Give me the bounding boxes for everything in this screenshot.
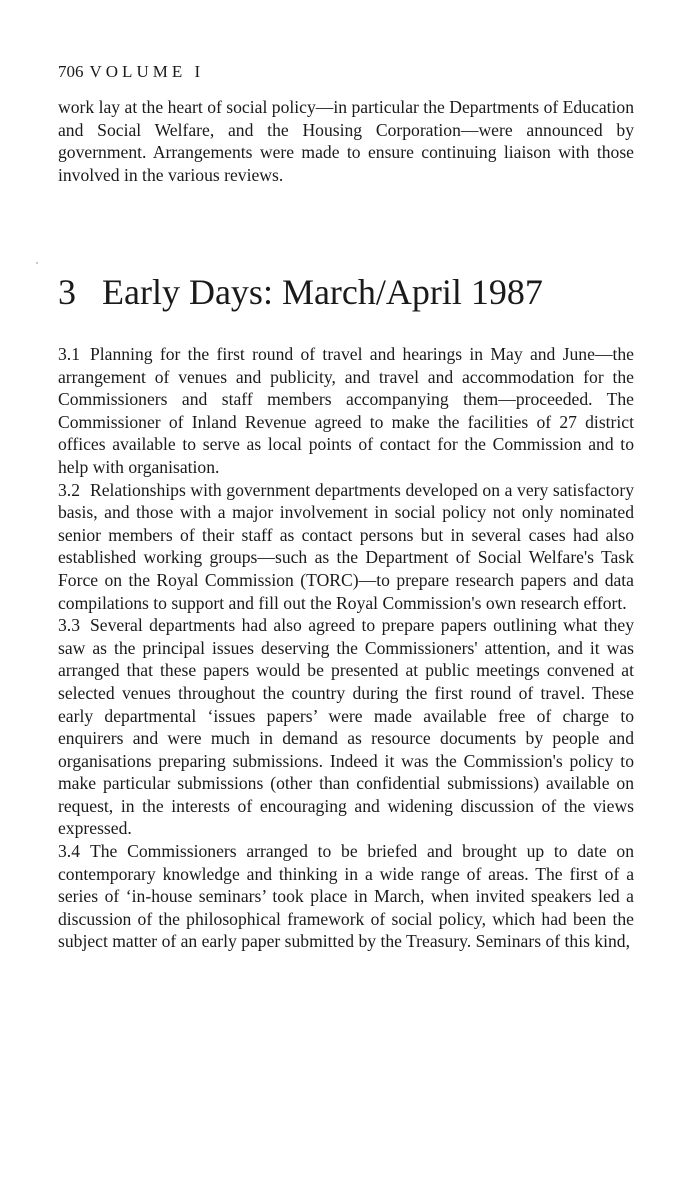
paragraph-3-4 xyxy=(58,840,634,953)
page-number: 706 xyxy=(58,62,84,81)
section-body xyxy=(58,343,634,953)
chapter-number: 3 xyxy=(58,272,76,312)
paragraph-text: The Commissioners arranged to be briefed and brought up to date on contemporary knowledge and thinking in a wide range of areas. The first of a series of ‘in-house seminars’ took place in March, when invited speakers led a discussion of the philosophical framework of social policy, which had been the subject matter of an early paper submitted by the Treasury. Seminars of this kind, xyxy=(58,841,634,952)
running-head xyxy=(58,62,204,82)
intro-text: work lay at the heart of social policy—in particular the Departments of Education and Social Welfare, and the Housing Corporation—were announced by government. Arrangements were made to ensure continuing liaison with those involved in the various reviews. xyxy=(58,97,634,185)
scan-mark xyxy=(36,262,38,264)
paragraph-3-3 xyxy=(58,614,634,840)
paragraph-number: 3.1 xyxy=(58,344,80,364)
intro-paragraph xyxy=(58,96,634,186)
paragraph-3-2 xyxy=(58,479,634,615)
paragraph-number: 3.4 xyxy=(58,841,80,862)
chapter-title: Early Days: March/April 1987 xyxy=(102,272,543,312)
paragraph-text: Planning for the first round of travel and hearings in May and June—the arrangement of venues and publicity, and travel and accommodation for the Commissioners and staff members accompanying them—proceeded. The Commissioner of Inland Revenue agreed to make the facilities of 27 district offices available to serve as local points of contact for the Commission and to help with organisation. xyxy=(58,344,634,477)
paragraph-3-1 xyxy=(58,343,634,479)
volume-label: VOLUME I xyxy=(89,62,205,81)
paragraph-number: 3.2 xyxy=(58,479,80,500)
chapter-heading xyxy=(58,270,543,314)
paragraph-text: Relationships with government departments developed on a very satisfactory basis, and those with a major involvement in social policy not only nominated senior members of their staff as contact persons but in several cases had also established working groups—such as the Department of Social Welfare's Task Force on the Royal Commission (TORC)—to prepare research papers and data compilations to support and fill out the Royal Commission's own research effort. xyxy=(58,479,634,613)
paragraph-number: 3.3 xyxy=(58,615,80,636)
paragraph-text: Several departments had also agreed to prepare papers outlining what they saw as the principal issues deserving the Commissioners' attention, and it was arranged that these papers would be presented at public meetings convened at selected venues throughout the country during the first round of travel. These early departmental ‘issues papers’ were made available free of charge to enquirers and were much in demand as resource documents by people and organisations preparing submissions. Indeed it was the Commission's policy to make particular submissions (other than confidential submissions) available on request, in the interests of encouraging and widening discussion of the views expressed. xyxy=(58,615,634,839)
